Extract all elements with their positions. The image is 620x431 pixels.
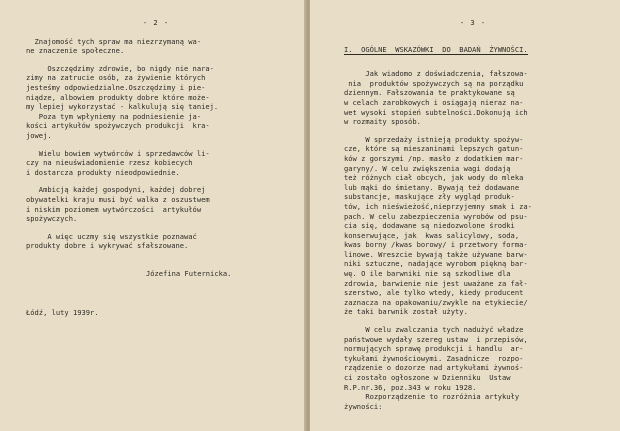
right-paragraph-1: Jak wiadomo z doświadczenia, fałszowa- nia produktów spożywczych są na porządku dziennym. Fałszowania te praktykowane są w celach zarobkowych i osiągają nieraz na- wet wysoki stopień subtelności.Dokonują ich w rozmaity sposób. — [344, 69, 528, 127]
left-paragraph-4: Ambicją każdej gospodyni, każdej dobrej obywatelki kraju musi być walka z oszustwem i niskim poziomem wytwórczości artykułów spożywczych. — [26, 185, 210, 224]
right-page — [310, 0, 620, 431]
author-signature: Józefina Futernicka. — [146, 268, 232, 278]
left-page — [0, 0, 306, 431]
place-date: Łódź, luty 1939r. — [26, 308, 99, 318]
right-page-number: - 3 - — [459, 18, 487, 27]
left-paragraph-2: Oszczędzimy zdrowie, bo nigdy nie nara- zimy na zatrucie osób, za żywienie których jesteśmy odpowiedzialne.Oszczędzimy i pie- niądze, albowiem produkty dobre które może- my lepiej wykorzystać - kalkulują się taniej. Poza tym wpłyniemy na podniesienie ja- kości artykułów spożywczych produkcji kra- jowej. — [26, 63, 219, 140]
section-heading: I. OGÓLNE WSKAZÓWKI DO BADAŃ ŻYWNOŚCI. — [344, 44, 528, 54]
left-paragraph-1: Znajomość tych spraw ma niezrzymaną wa- ne znaczenie społeczne. — [26, 36, 202, 56]
left-page-number: - 2 - — [142, 18, 170, 27]
right-paragraph-2: W sprzedaży istnieją produkty spożyw- cze, które są mieszaninami lepszych gatun- ków z gorszymi /np. masło z dodatkiem mar- garyny/. W celu zwiększenia wagi dodają też różnych ciał obcych, jak wody do mleka lub mąki do śmietany. Bywają też dodawane substancje, maskujące zły wygląd produk- tów, ich nieświeżość,nieprzyjemny smak i za- pach. W celu zabezpieczenia wyrobów od psu- cia się, dodawane są niedozwolone środki konserwujące, jak kwas salicylowy, soda, kwas borny /kwas borowy/ i przetwory forma- linowe. Wreszcie bywają także używane barw- niki sztuczne, nadające wyrobom piękną bar- wę. O ile barwniki nie są szkodliwe dla zdrowia, barwienie nie jest uważane za fał- szerstwo, ale tylko wtedy, kiedy producent zaznacza na opakowaniu/zwykle na etykiecie/ że taki barwnik został użyty. — [344, 134, 532, 317]
left-paragraph-3: Wielu bowiem wytwórców i sprzedawców li- czy na nieuświadomienie rzesz kobiecych i dostarcza produkty nieodpowiednie. — [26, 148, 210, 177]
right-paragraph-3: W celu zwalczania tych nadużyć władze państwowe wydały szereg ustaw i przepisów, normujących sprawę produkcji i handlu ar- tykułami żywnościowymi. Zasadnicze rozpo- rządzenie o dozorze nad artykułami żywnoś- ci zostało ogłoszone w Dzienniku Ustaw R.P.nr.36, poz.343 w roku 1928. Rozporządzenie to rozróżnia artykuły żywności: — [344, 325, 528, 411]
left-paragraph-5: A więc uczmy się wszystkie poznawać produkty dobre i wykrywać sfałszowane. — [26, 231, 197, 251]
